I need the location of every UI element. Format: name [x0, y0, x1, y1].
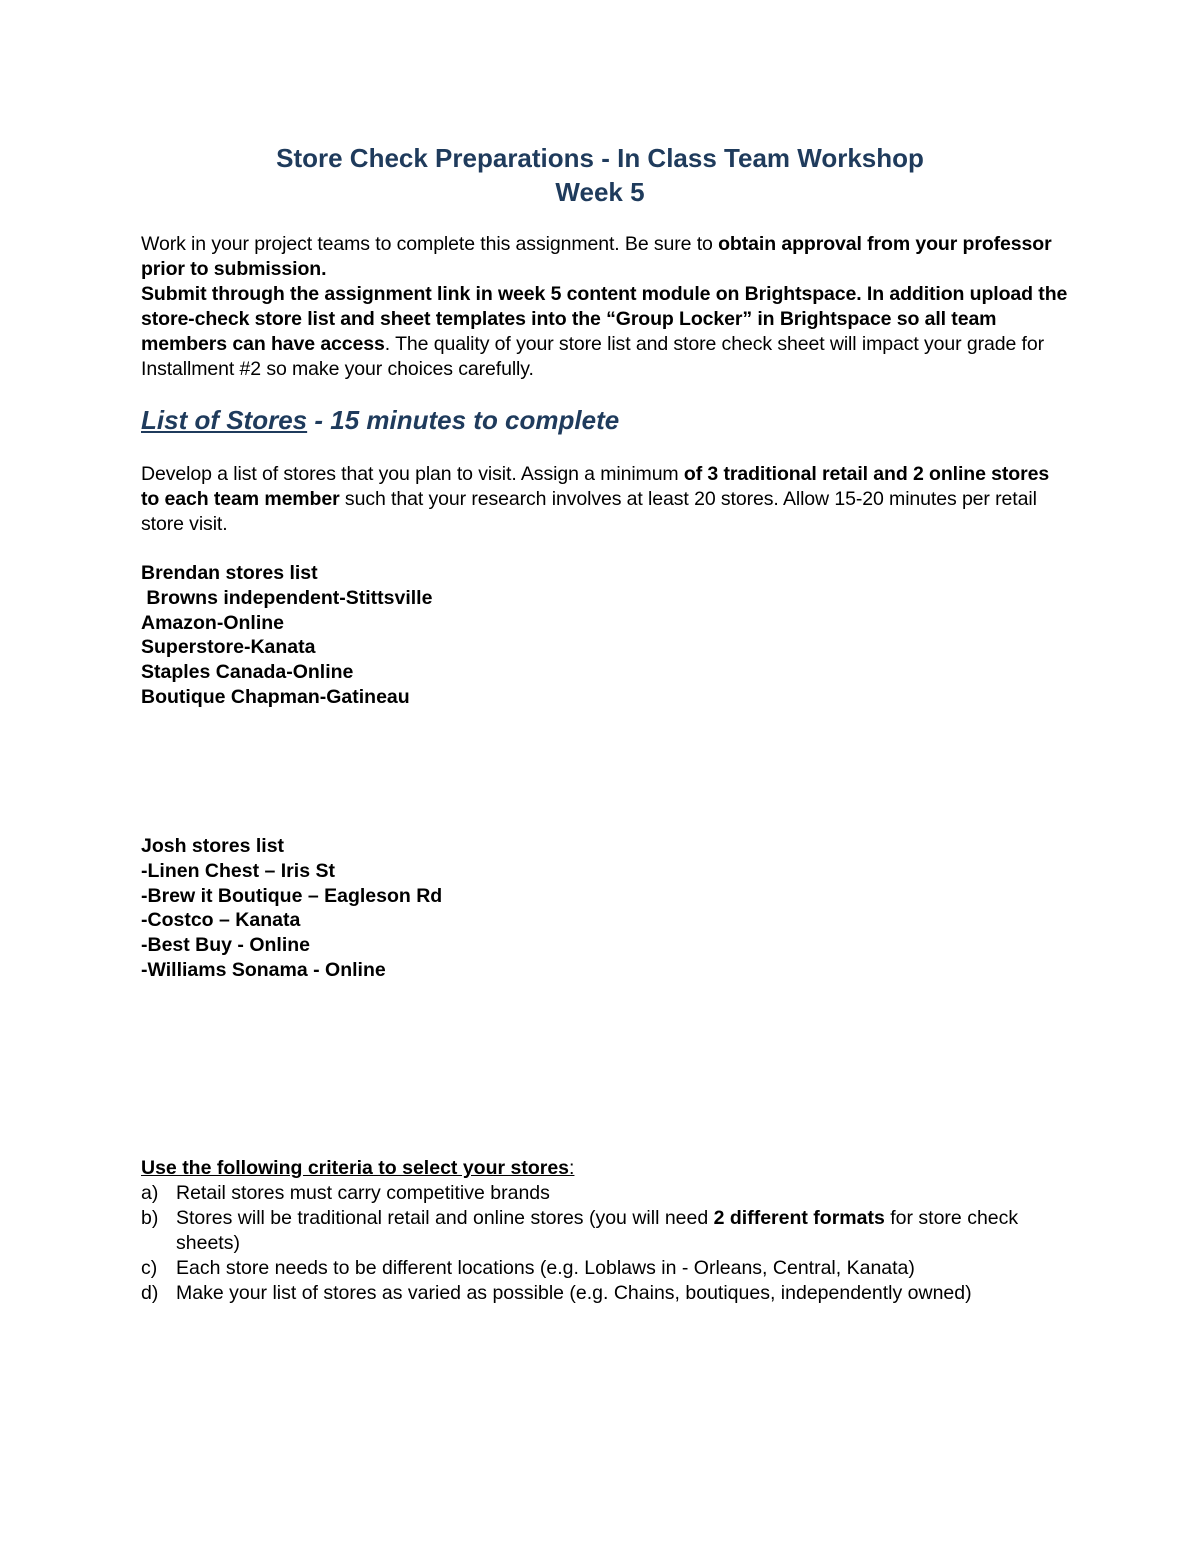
- intro-bold-submit: Submit through the assignment link in week 5 content module on Brightspace. In addition upload the store-check store list and sheet templates into the “Group Locker” in Brightspace so all team members can have access: [141, 283, 1068, 355]
- intro-text: Work in your project teams to complete this assignment. Be sure to: [141, 233, 719, 255]
- criteria-item: [141, 1206, 1071, 1256]
- list-item: Staples Canada-Online: [141, 661, 354, 684]
- criteria-text-part: for store check sheets): [176, 1207, 1019, 1254]
- brendan-list-heading: Brendan stores list: [141, 562, 318, 584]
- list-item: -Costco – Kanata: [141, 909, 301, 932]
- criteria-item: [141, 1281, 1071, 1306]
- list-item: Boutique Chapman-Gatineau: [141, 685, 410, 708]
- intro-paragraph: [141, 232, 1071, 382]
- section-heading-title: List of Stores: [141, 405, 308, 435]
- list-item: -Best Buy - Online: [141, 934, 311, 957]
- section-desc-text: Develop a list of stores that you plan to visit. Assign a minimum: [141, 463, 684, 485]
- brendan-store-list: [141, 561, 1041, 710]
- intro-bold-approval: obtain approval from your professor prior to submission.: [141, 233, 1052, 280]
- intro-text-quality: . The quality of your store list and store check sheet will impact your grade for Installment #2 so make your choices carefully.: [141, 333, 1044, 380]
- criteria-text: Make your list of stores as varied as possible (e.g. Chains, boutiques, independently owned): [176, 1282, 972, 1304]
- criteria-text-bold: 2 different formats: [713, 1207, 885, 1229]
- criteria-marker: b): [141, 1207, 159, 1229]
- list-item: -Linen Chest – Iris St: [141, 859, 335, 882]
- section-desc-text-rest: such that your research involves at least 20 stores. Allow 15-20 minutes per retail store visit.: [141, 488, 1037, 535]
- criteria-list: [141, 1181, 1071, 1306]
- section-heading-list-of-stores: [141, 404, 619, 436]
- page-title: Store Check Preparations - In Class Team Workshop: [276, 143, 924, 173]
- section-desc-bold: of 3 traditional retail and 2 online stores to each team member: [141, 463, 1050, 510]
- criteria-marker: a): [141, 1182, 159, 1204]
- josh-store-list: [141, 834, 1041, 983]
- criteria-text: Each store needs to be different locations (e.g. Loblaws in - Orleans, Central, Kanata): [176, 1257, 915, 1279]
- list-item: Browns independent-Stittsville: [141, 586, 433, 609]
- list-item: -Williams Sonama - Online: [141, 958, 386, 981]
- criteria-text-part: Stores will be traditional retail and online stores (you will need: [176, 1207, 714, 1229]
- list-item: Superstore-Kanata: [141, 636, 316, 659]
- josh-list-heading: Josh stores list: [141, 835, 285, 857]
- criteria-text: Retail stores must carry competitive brands: [176, 1182, 550, 1204]
- criteria-text: [176, 1206, 1071, 1256]
- list-item: Amazon-Online: [141, 611, 285, 634]
- criteria-heading-text: Use the following criteria to select your stores: [141, 1157, 570, 1179]
- section-description: [141, 462, 1071, 537]
- criteria-item: [141, 1181, 1071, 1206]
- criteria-marker: d): [141, 1282, 159, 1304]
- criteria-heading-colon: :: [569, 1157, 575, 1179]
- page-subtitle-week: Week 5: [555, 177, 645, 207]
- criteria-item: [141, 1256, 1071, 1281]
- section-heading-duration: - 15 minutes to complete: [307, 405, 620, 435]
- list-item: -Brew it Boutique – Eagleson Rd: [141, 884, 443, 907]
- criteria-heading: [141, 1156, 574, 1181]
- criteria-marker: c): [141, 1257, 158, 1279]
